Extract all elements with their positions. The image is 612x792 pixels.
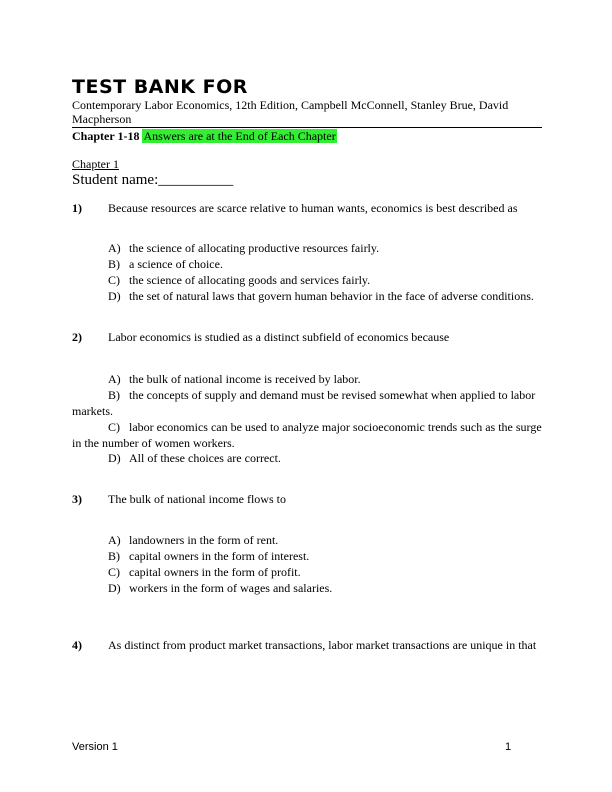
option-text: labor economics can be used to analyze major socioeconomic trends such as the surge in the number of women workers. (72, 420, 542, 450)
answer-option (108, 581, 548, 596)
option-letter: B) (108, 388, 120, 402)
option-letter: A) (108, 533, 121, 547)
question-text: As distinct from product market transactions, labor market transactions are unique in that (108, 638, 537, 652)
option-letter: C) (108, 420, 120, 434)
answer-option (108, 549, 548, 564)
option-letter: B) (108, 257, 120, 271)
option-text: the science of allocating goods and services fairly. (129, 273, 371, 287)
answer-option (108, 241, 548, 256)
option-text: the set of natural laws that govern human behavior in the face of adverse conditions. (129, 289, 534, 303)
question-number: 3) (72, 492, 82, 506)
option-letter: C) (108, 565, 120, 579)
question-number: 1) (72, 201, 82, 215)
answer-option (72, 419, 542, 451)
option-letter: D) (108, 451, 121, 465)
header-divider (72, 127, 542, 128)
answer-option (108, 273, 548, 288)
student-name-field: Student name:__________ (72, 172, 234, 188)
answer-option (108, 289, 548, 304)
question-number: 2) (72, 330, 82, 344)
option-letter: A) (108, 372, 121, 386)
option-text: the bulk of national income is received by labor. (129, 372, 361, 386)
question-text: Labor economics is studied as a distinct subfield of economics because (108, 330, 450, 344)
option-letter: D) (108, 289, 121, 303)
question-number: 4) (72, 638, 82, 652)
option-letter: B) (108, 549, 120, 563)
answer-option (108, 257, 548, 272)
option-letter: A) (108, 241, 121, 255)
footer-page-number: 1 (505, 741, 512, 753)
option-text: landowners in the form of rent. (129, 533, 279, 547)
answers-note: Answers are at the End of Each Chapter (143, 129, 336, 143)
chapter-range: Chapter 1-18 (72, 129, 140, 143)
option-text: capital owners in the form of profit. (129, 565, 301, 579)
answer-option (108, 451, 548, 466)
question-text: The bulk of national income flows to (108, 492, 286, 506)
option-text: workers in the form of wages and salaries. (129, 581, 333, 595)
book-citation: Contemporary Labor Economics, 12th Edition, Campbell McConnell, Stanley Brue, David Macpherson (72, 98, 509, 126)
option-letter: C) (108, 273, 120, 287)
answer-option (108, 565, 548, 580)
option-text: All of these choices are correct. (129, 451, 281, 465)
answer-option (108, 533, 548, 548)
document-title: TEST BANK FOR (72, 76, 248, 98)
footer-version: Version 1 (72, 741, 118, 753)
option-text: the science of allocating productive resources fairly. (129, 241, 380, 255)
option-text: a science of choice. (129, 257, 223, 271)
option-text: the concepts of supply and demand must be revised somewhat when applied to labor markets. (72, 388, 536, 418)
chapter-label: Chapter 1 (72, 157, 119, 171)
answer-option (72, 387, 542, 419)
option-text: capital owners in the form of interest. (129, 549, 310, 563)
answer-option (108, 372, 548, 387)
option-letter: D) (108, 581, 121, 595)
chapter-range-line (72, 129, 337, 143)
question-text: Because resources are scarce relative to human wants, economics is best described as (108, 201, 518, 215)
